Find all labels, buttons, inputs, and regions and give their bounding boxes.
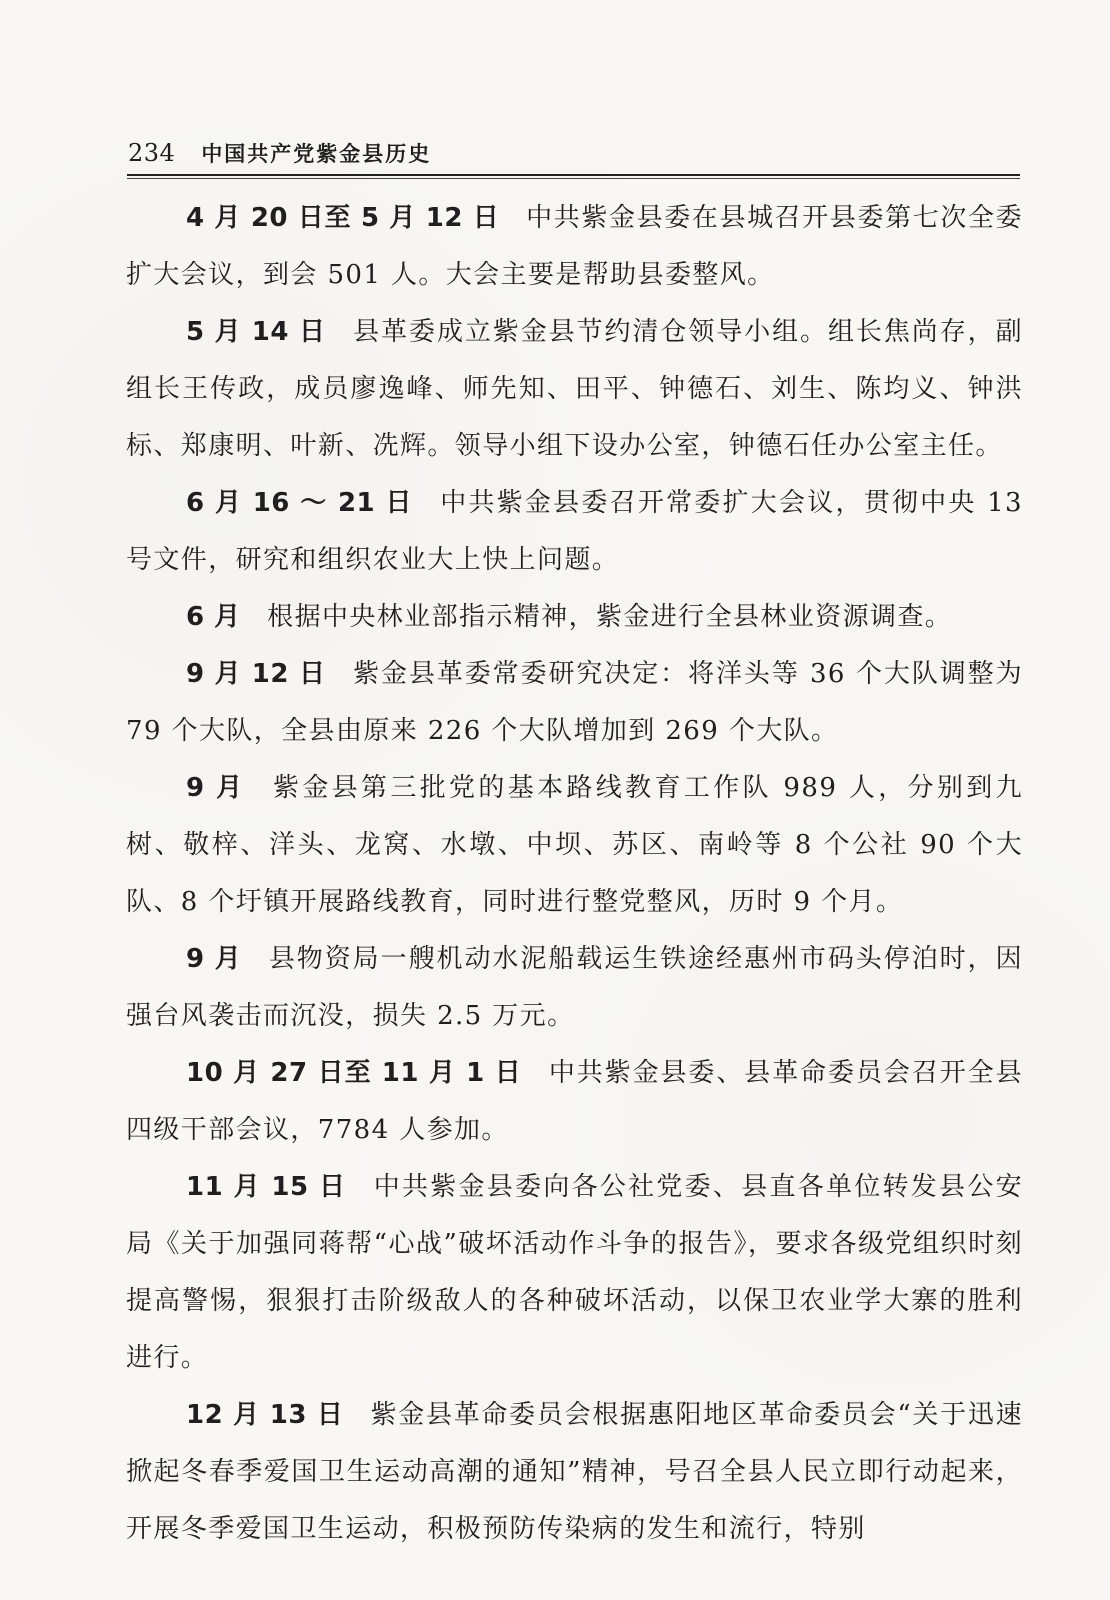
- page-number: 234: [128, 139, 176, 167]
- entry-text: 根据中央林业部指示精神，紫金进行全县林业资源调查。: [267, 602, 953, 632]
- chronicle-entry: [126, 760, 1023, 931]
- entry-date: 6 月: [186, 602, 241, 632]
- chronicle-entry: [126, 589, 1023, 646]
- chronicle-entry: [126, 1159, 1023, 1387]
- book-title: 中国共产党紫金县历史: [201, 142, 432, 166]
- entry-date: 9 月: [186, 944, 242, 974]
- chronicle-entry: [126, 1387, 1023, 1558]
- running-head: [128, 138, 1018, 170]
- chronicle-entry: [126, 931, 1023, 1045]
- entry-text: 中共紫金县委在县城召开县委第七次全委扩大会议，到会 501 人。大会主要是帮助县委整风。: [126, 203, 1023, 290]
- chronicle-entry: [126, 304, 1023, 475]
- entry-date: 12 月 13 日: [186, 1400, 344, 1430]
- chronicle-entries: [126, 190, 1023, 1558]
- entry-date: 5 月 14 日: [186, 317, 327, 347]
- chronicle-entry: [126, 1045, 1023, 1159]
- entry-date: 6 月 16 ～ 21 日: [186, 488, 413, 518]
- entry-text: 县革委成立紫金县节约清仓领导小组。组长焦尚存，副组长王传政，成员廖逸峰、师先知、田平、钟德石、刘生、陈均义、钟洪标、郑康明、叶新、冼辉。领导小组下设办公室，钟德石任办公室主任。: [126, 317, 1023, 461]
- header-rule-thick: [127, 174, 1020, 176]
- header-rule-thin: [127, 178, 1020, 179]
- chronicle-entry: [126, 190, 1023, 304]
- entry-text: 紫金县革委常委研究决定：将洋头等 36 个大队调整为 79 个大队，全县由原来 226 个大队增加到 269 个大队。: [126, 659, 1023, 746]
- entry-date: 4 月 20 日至 5 月 12 日: [186, 203, 500, 233]
- entry-text: 紫金县革命委员会根据惠阳地区革命委员会“关于迅速掀起冬春季爱国卫生运动高潮的通知”精神，号召全县人民立即行动起来，开展冬季爱国卫生运动，积极预防传染病的发生和流行，特别: [126, 1400, 1023, 1544]
- chronicle-entry: [126, 475, 1023, 589]
- entry-date: 10 月 27 日至 11 月 1 日: [186, 1058, 522, 1088]
- entry-date: 11 月 15 日: [186, 1172, 347, 1202]
- entry-text: 县物资局一艘机动水泥船载运生铁途经惠州市码头停泊时，因强台风袭击而沉没，损失 2.5 万元。: [126, 944, 1023, 1031]
- entry-text: 中共紫金县委向各公社党委、县直各单位转发县公安局《关于加强同蒋帮“心战”破坏活动作斗争的报告》，要求各级党组织时刻提高警惕，狠狠打击阶级敌人的各种破坏活动，以保卫农业学大寨的胜利进行。: [126, 1172, 1023, 1373]
- entry-text: 中共紫金县委、县革命委员会召开全县四级干部会议，7784 人参加。: [126, 1058, 1023, 1145]
- entry-text: 紫金县第三批党的基本路线教育工作队 989 人，分别到九树、敬梓、洋头、龙窝、水墩、中坝、苏区、南岭等 8 个公社 90 个大队、8 个圩镇开展路线教育，同时进行整党整风，历时 9 个月。: [126, 773, 1023, 917]
- entry-text: 中共紫金县委召开常委扩大会议，贯彻中央 13 号文件，研究和组织农业大上快上问题。: [126, 488, 1023, 575]
- chronicle-entry: [126, 646, 1023, 760]
- entry-date: 9 月: [186, 773, 245, 803]
- entry-date: 9 月 12 日: [186, 659, 327, 689]
